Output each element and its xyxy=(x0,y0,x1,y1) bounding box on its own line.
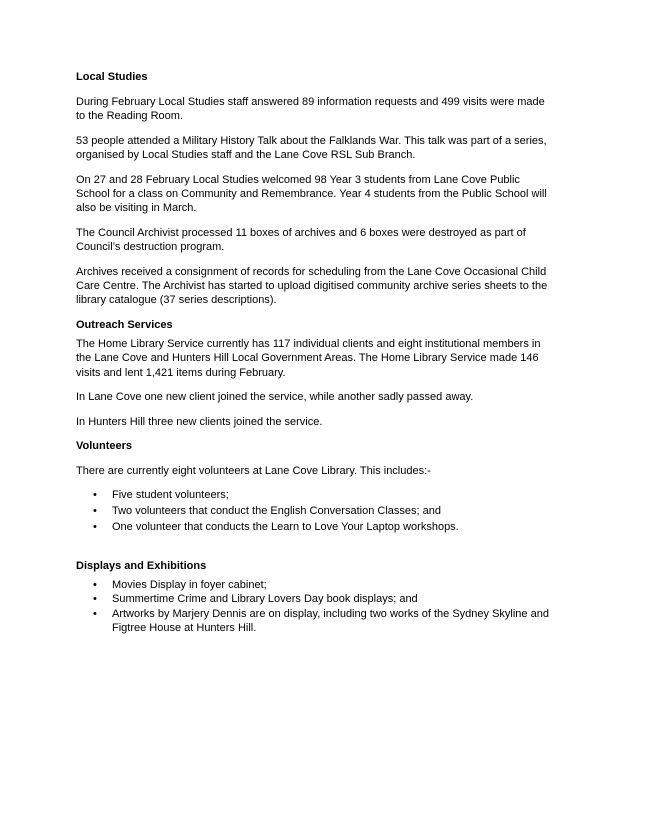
list-item-text: Artworks by Marjery Dennis are on display, including two works of the Sydney Skyline and Figtree House at Hunters Hill. xyxy=(112,607,549,635)
bullet-icon: • xyxy=(93,504,97,517)
displays-list xyxy=(76,578,550,636)
bullet-icon: • xyxy=(93,489,97,502)
bullet-icon: • xyxy=(93,607,97,620)
list-item-text: Summertime Crime and Library Lovers Day book displays; and xyxy=(112,593,418,606)
local-studies-paragraph: On 27 and 28 February Local Studies welcomed 98 Year 3 students from Lane Cove Public School for a class on Community and Remembrance. Year 4 students from the Public School will also be visiting in March. xyxy=(76,173,547,215)
list-item-text: Five student volunteers; xyxy=(112,489,229,502)
local-studies-paragraph: Archives received a consignment of records for scheduling from the Lane Cove Occasional Child Care Centre. The Archivist has started to upload digitised community archive series sheets to the library catalogue (37 series descriptions). xyxy=(76,265,548,307)
volunteers-intro: There are currently eight volunteers at Lane Cove Library. This includes:- xyxy=(76,464,431,477)
outreach-paragraph: The Home Library Service currently has 117 individual clients and eight institutional members in the Lane Cove and Hunters Hill Local Government Areas. The Home Library Service made 146 visits and lent 1,421 items during February. xyxy=(76,337,541,379)
local-studies-paragraph: During February Local Studies staff answered 89 information requests and 499 visits were made to the Reading Room. xyxy=(76,96,545,123)
displays-section xyxy=(76,559,550,636)
list-item xyxy=(76,578,550,592)
local-studies-paragraph: 53 people attended a Military History Talk about the Falklands War. This talk was part of a series, organised by Local Studies staff and the Lane Cove RSL Sub Branch. xyxy=(76,134,547,162)
local-studies-paragraph: The Council Archivist processed 11 boxes of archives and 6 boxes were destroyed as part of Council’s destruction program. xyxy=(76,226,526,254)
outreach-section xyxy=(76,318,550,429)
list-item xyxy=(76,488,550,502)
list-item xyxy=(76,520,550,534)
list-item-text: Movies Display in foyer cabinet; xyxy=(112,578,267,591)
outreach-paragraph: In Lane Cove one new client joined the service, while another sadly passed away. xyxy=(76,391,474,404)
outreach-heading: Outreach Services xyxy=(76,318,173,331)
volunteers-list xyxy=(76,488,550,534)
displays-heading: Displays and Exhibitions xyxy=(76,559,207,572)
list-item-text: Two volunteers that conduct the English Conversation Classes; and xyxy=(112,504,441,517)
volunteers-heading: Volunteers xyxy=(76,439,133,452)
bullet-icon: • xyxy=(93,593,97,606)
outreach-paragraph: In Hunters Hill three new clients joined the service. xyxy=(76,415,323,428)
volunteers-section xyxy=(76,439,550,534)
bullet-icon: • xyxy=(93,578,97,591)
local-studies-heading: Local Studies xyxy=(76,71,148,83)
local-studies-section xyxy=(76,70,550,308)
list-item xyxy=(76,504,550,518)
list-item-text: One volunteer that conducts the Learn to Love Your Laptop workshops. xyxy=(112,520,459,533)
list-item xyxy=(76,592,550,606)
bullet-icon: • xyxy=(93,520,97,533)
list-item xyxy=(76,607,550,636)
